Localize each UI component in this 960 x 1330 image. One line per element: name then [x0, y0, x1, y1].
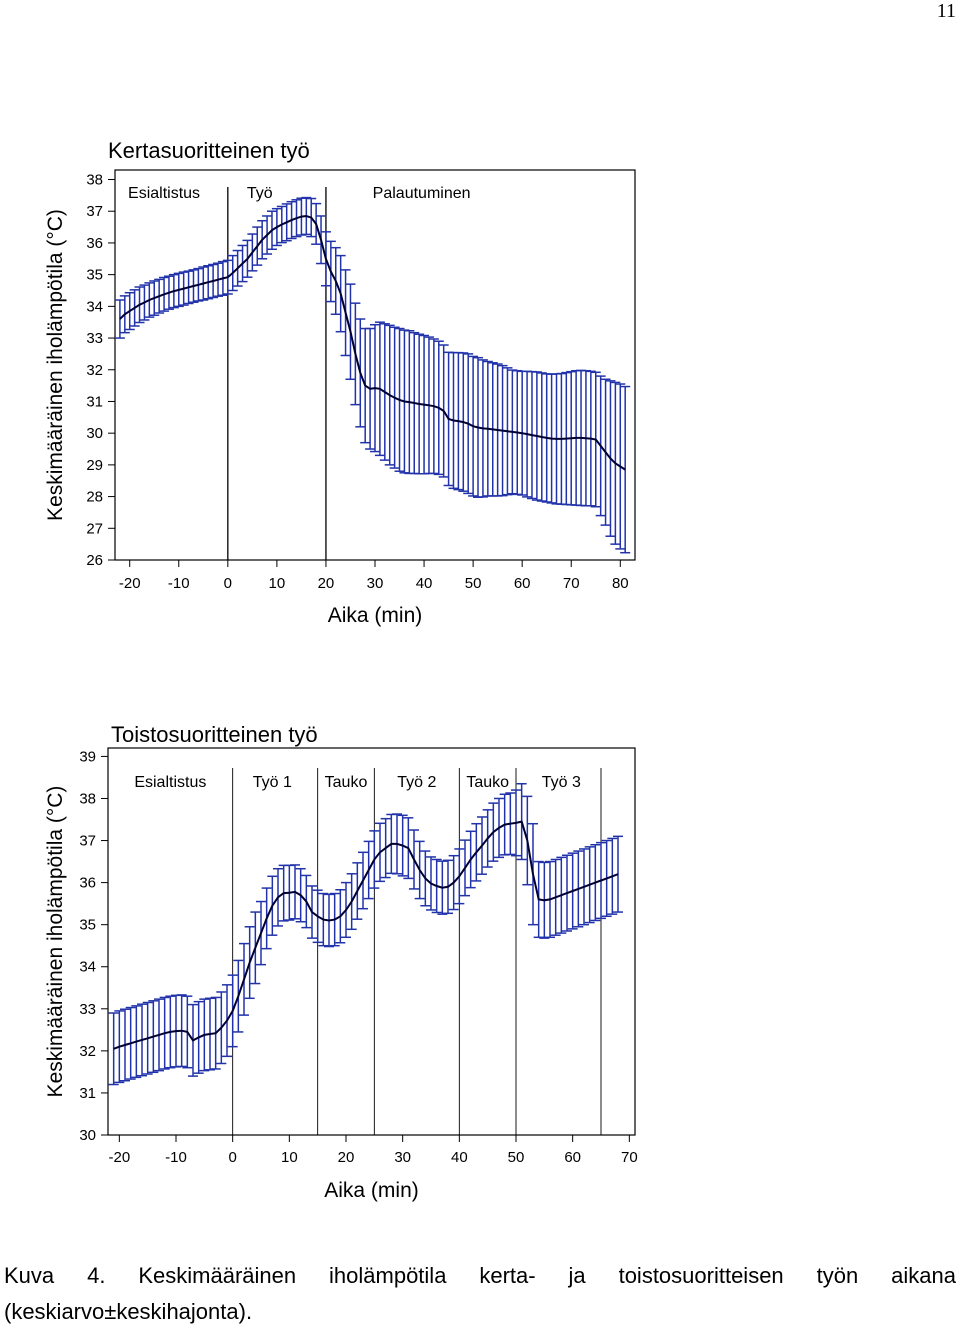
x-tick-label: 80 — [611, 575, 629, 592]
x-tick-label: 10 — [280, 1149, 298, 1166]
x-tick-label: 10 — [268, 575, 286, 592]
y-tick-label: 31 — [79, 1084, 96, 1102]
x-tick-label: 0 — [223, 575, 233, 592]
y-tick-label: 31 — [86, 393, 103, 411]
phase-label: Tauko — [324, 774, 368, 791]
phase-label: Työ 1 — [252, 774, 292, 791]
y-tick-label: 28 — [86, 488, 103, 506]
x-tick-label: -20 — [118, 575, 141, 592]
plot-frame — [108, 748, 635, 1135]
y-tick-label: 33 — [79, 1000, 96, 1018]
error-bars — [115, 198, 630, 553]
phase-label: Esialtistus — [134, 774, 207, 791]
caption-word: aikana — [891, 1263, 956, 1288]
x-tick-label: 50 — [464, 575, 482, 592]
figure-caption — [4, 1258, 956, 1330]
phase-label: Työ — [246, 185, 273, 202]
y-tick-label: 37 — [86, 203, 103, 221]
chart-title: Kertasuoritteinen työ — [108, 138, 310, 163]
y-tick-label: 33 — [86, 330, 103, 348]
y-tick-label: 34 — [79, 958, 96, 976]
x-tick-label: 20 — [337, 1149, 355, 1166]
y-tick-label: 30 — [86, 425, 103, 443]
y-tick-label: 37 — [79, 832, 96, 850]
mean-line — [120, 216, 625, 470]
caption-word: ja — [568, 1263, 586, 1288]
caption-word: 4. — [87, 1263, 106, 1288]
caption-word: toistosuoritteisen — [618, 1263, 784, 1288]
phase-label: Tauko — [466, 774, 510, 791]
x-tick-label: 0 — [228, 1149, 237, 1166]
y-tick-label: 29 — [86, 456, 103, 474]
x-tick-label: -10 — [165, 1149, 187, 1166]
y-axis-label: Keskimääräinen iholämpötila (°C) — [44, 785, 67, 1098]
y-tick-label: 35 — [79, 916, 96, 934]
y-tick-label: 36 — [79, 874, 96, 892]
x-axis-label: Aika (min) — [327, 604, 423, 627]
page-number: 11 — [936, 0, 956, 22]
mean-line — [114, 822, 618, 1049]
x-tick-label: 60 — [513, 575, 531, 592]
y-tick-label: 32 — [79, 1042, 96, 1060]
x-tick-label: 20 — [317, 575, 335, 592]
caption-word: kerta- — [479, 1263, 536, 1288]
x-tick-label: 30 — [394, 1149, 412, 1166]
caption-word: Keskimääräinen — [138, 1263, 297, 1288]
phase-label: Työ 3 — [541, 774, 581, 791]
y-tick-label: 38 — [79, 790, 96, 808]
y-tick-label: 34 — [86, 298, 103, 316]
caption-line-1 — [4, 1258, 956, 1294]
phase-label: Palautuminen — [372, 185, 471, 202]
chart-title: Toistosuoritteinen työ — [111, 722, 318, 747]
caption-word: Kuva — [4, 1263, 55, 1288]
x-tick-label: 30 — [366, 575, 384, 592]
y-tick-label: 39 — [79, 748, 96, 766]
caption-word: iholämpötila — [329, 1263, 447, 1288]
y-tick-label: 27 — [86, 520, 103, 538]
caption-line-2: (keskiarvo±keskihajonta). — [4, 1299, 253, 1324]
caption-word: työn — [816, 1263, 859, 1288]
y-tick-label: 32 — [86, 361, 103, 379]
x-tick-label: 70 — [562, 575, 580, 592]
y-tick-label: 38 — [86, 171, 103, 189]
x-tick-label: 40 — [415, 575, 433, 592]
x-tick-label: -10 — [167, 575, 190, 592]
y-tick-label: 35 — [86, 266, 103, 284]
x-tick-label: 70 — [620, 1149, 638, 1166]
x-tick-label: -20 — [108, 1149, 131, 1166]
x-tick-label: 40 — [450, 1149, 468, 1166]
chart-single-work — [0, 130, 960, 640]
chart-repeated-work — [0, 715, 960, 1210]
y-axis-label: Keskimääräinen iholämpötila (°C) — [44, 209, 67, 521]
x-tick-label: 60 — [564, 1149, 582, 1166]
y-tick-label: 30 — [79, 1127, 96, 1144]
phase-label: Esialtistus — [128, 185, 201, 202]
y-tick-label: 26 — [86, 552, 103, 569]
x-tick-label: 50 — [507, 1149, 525, 1166]
phase-label: Työ 2 — [397, 774, 437, 791]
y-tick-label: 36 — [86, 234, 103, 252]
error-bars — [109, 784, 623, 1085]
x-axis-label: Aika (min) — [324, 1179, 419, 1202]
